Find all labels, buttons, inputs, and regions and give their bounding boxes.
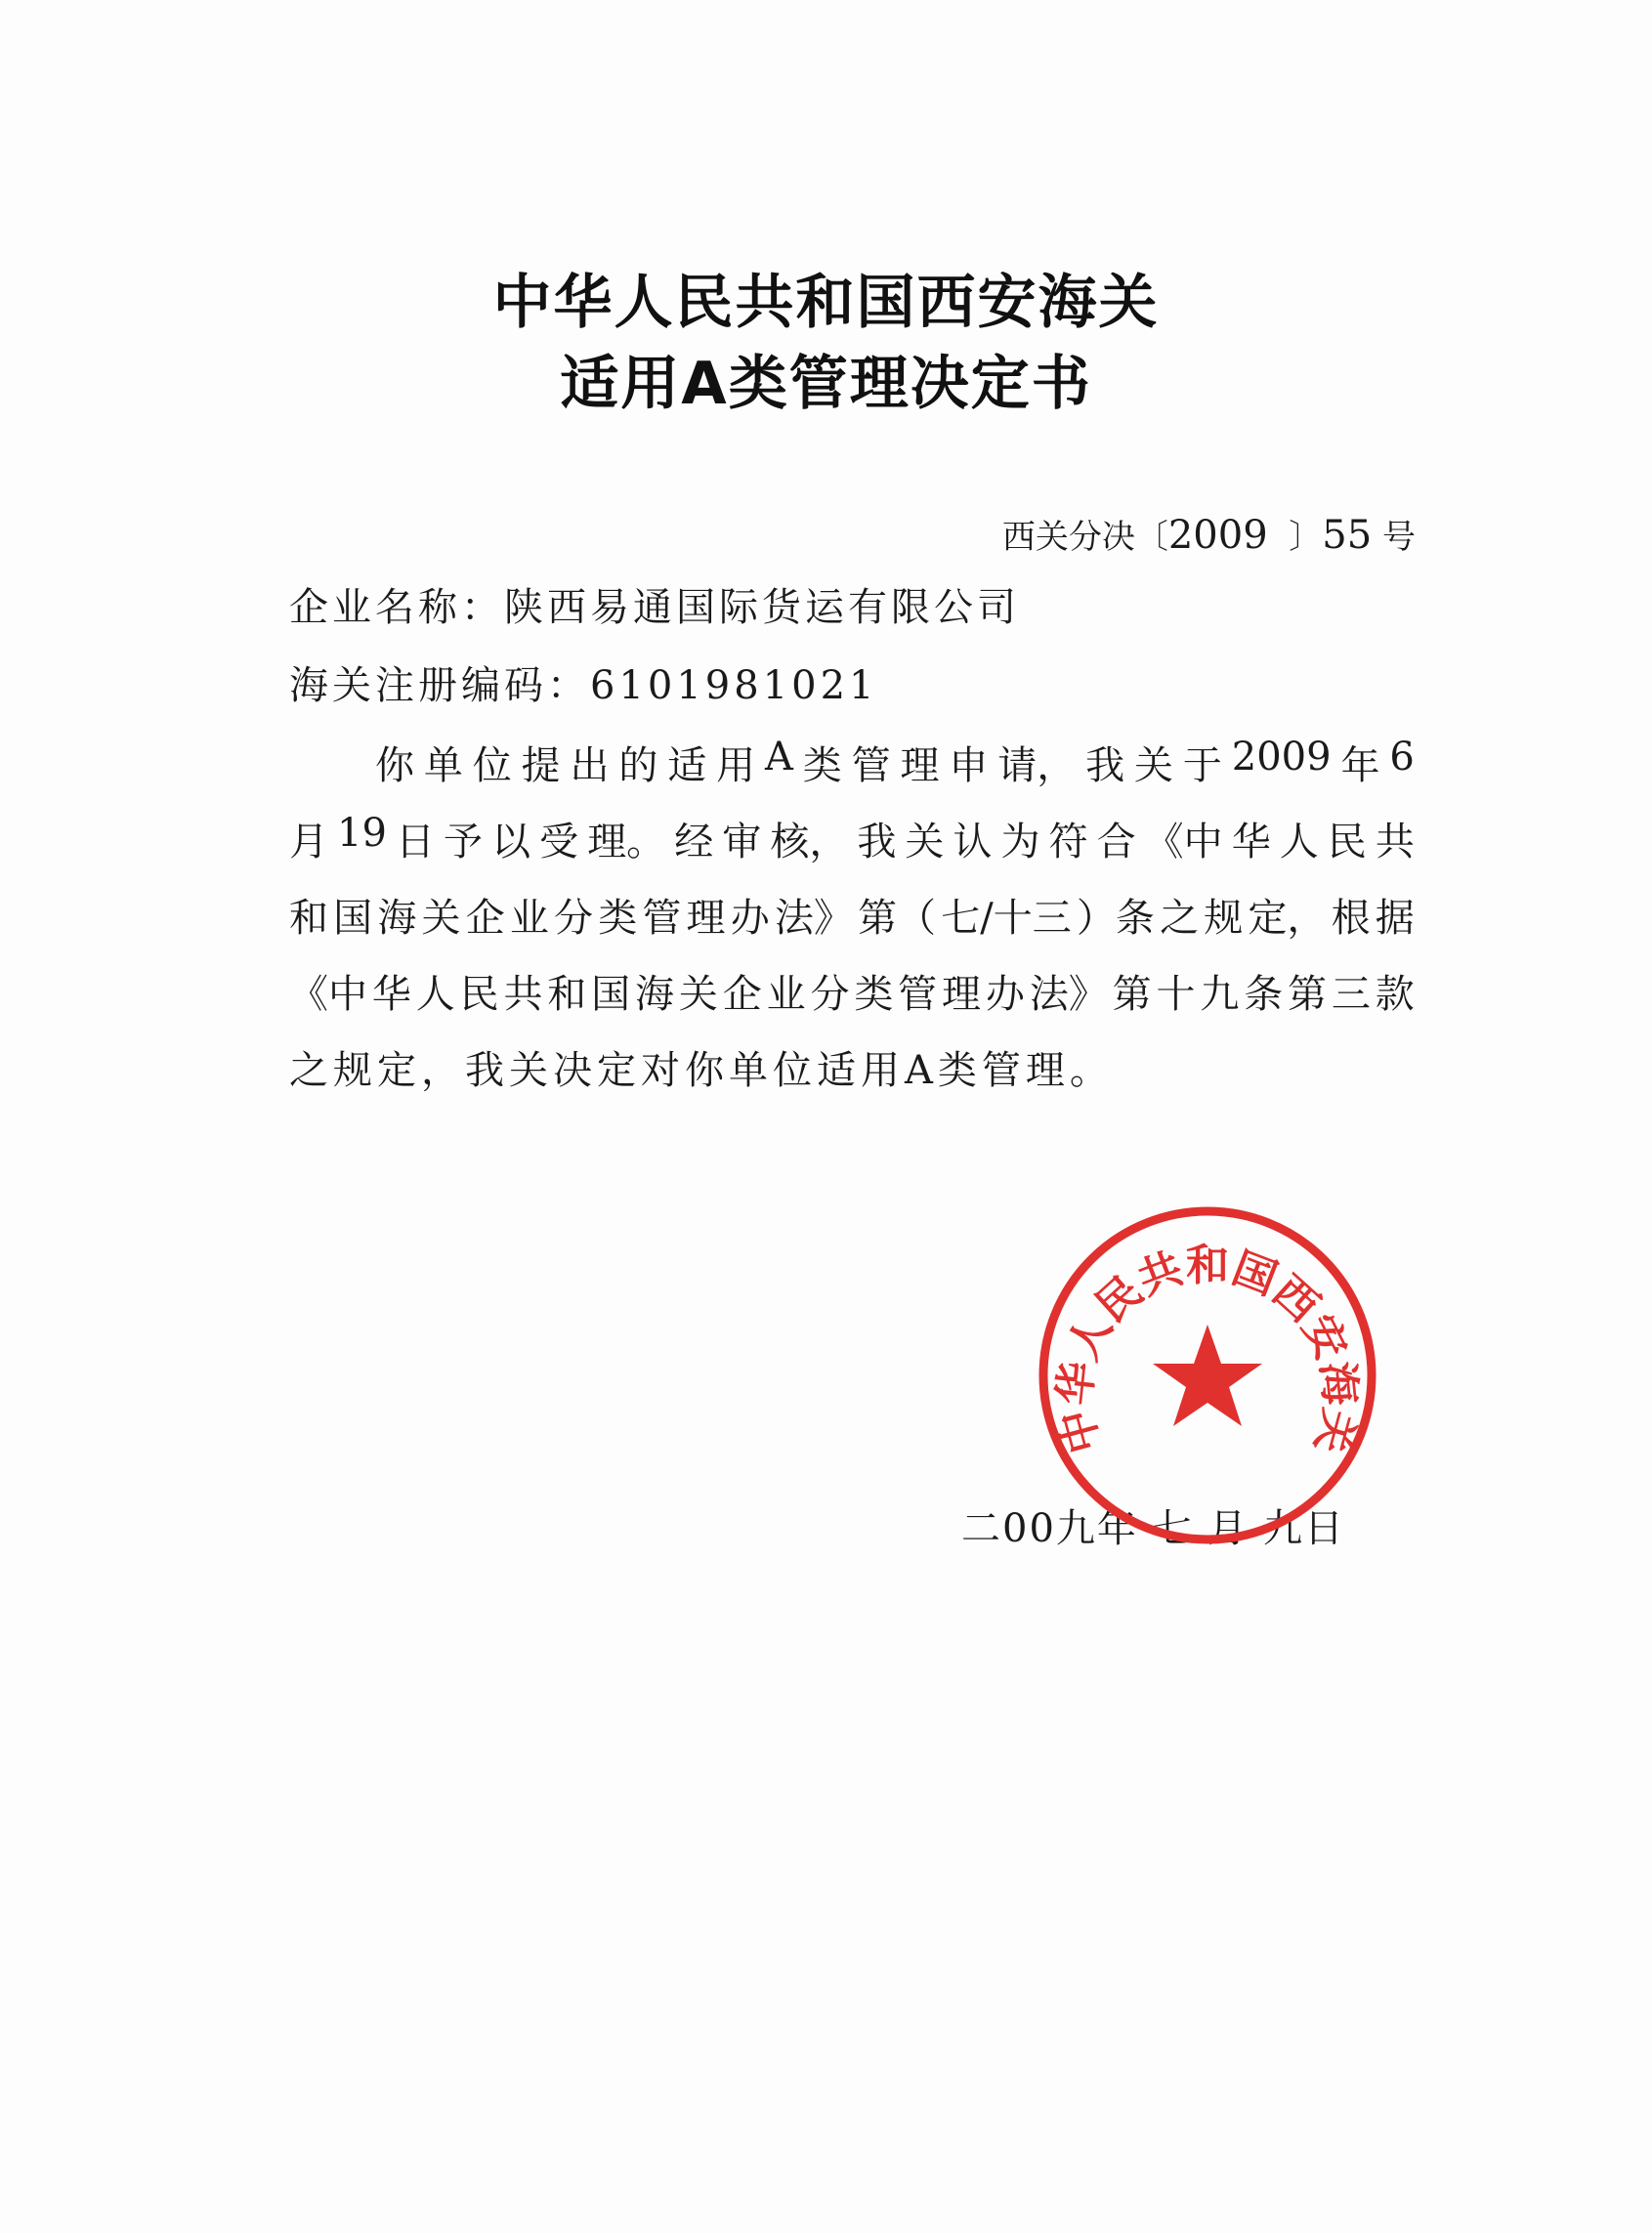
official-seal [1032, 1200, 1383, 1551]
body-token: 的 [618, 743, 658, 788]
body-token: 出 [570, 743, 610, 788]
body-token: 申 [949, 743, 989, 788]
doc-number-year: 2009 [1167, 513, 1268, 558]
body-token: 之 [1160, 896, 1200, 941]
body-token: 你 [375, 743, 414, 788]
body-token: 6 [1389, 735, 1415, 779]
body-paragraph-line [289, 811, 1415, 866]
body-token: 第 [1112, 972, 1152, 1017]
body-token: 我 [1085, 743, 1125, 788]
body-token: 理 [942, 972, 982, 1017]
body-token: 位 [472, 743, 512, 788]
body-token: 分 [554, 896, 594, 941]
body-token: 国 [591, 972, 631, 1017]
body-token: 经 [674, 820, 714, 864]
company-name-value: 陕西易通国际货运有限公司 [504, 585, 1020, 630]
body-token: 管 [642, 896, 682, 941]
body-token: 管 [851, 743, 891, 788]
body-token: 七/十三 [941, 896, 1072, 941]
body-token: 提 [521, 743, 561, 788]
body-token: 法》 [1029, 972, 1108, 1017]
customs-code-field [289, 654, 878, 710]
body-token: 类 [802, 743, 842, 788]
document-number [1002, 510, 1416, 558]
body-token: 理 [686, 896, 726, 941]
body-token: 企 [465, 896, 505, 941]
body-token: 类 [854, 972, 894, 1017]
body-token: 根 [1331, 896, 1371, 941]
body-paragraph-last-line: 之规定，我关决定对你单位适用A类管理。 [289, 1048, 1114, 1093]
body-token: 分 [810, 972, 850, 1017]
body-token: 单 [423, 743, 463, 788]
document-title-line1: 中华人民共和国西安海关 [492, 269, 1160, 337]
body-token: 华 [1231, 820, 1271, 864]
body-token: 据 [1375, 896, 1415, 941]
body-token: 19 [337, 811, 387, 856]
body-token: 企 [722, 972, 762, 1017]
body-token: 理。 [587, 820, 666, 864]
seal-star-icon [1153, 1325, 1262, 1426]
body-token: 于 [1182, 743, 1222, 788]
body-token: 《中 [1144, 820, 1223, 864]
body-token: 十 [1156, 972, 1196, 1017]
body-paragraph-line [289, 963, 1415, 1019]
body-token: 理 [900, 743, 940, 788]
body-token: 共 [1375, 820, 1415, 864]
body-token: 华 [371, 972, 411, 1017]
body-token: 《中 [289, 972, 367, 1017]
body-paragraph-line [289, 887, 1415, 943]
body-token: 业 [766, 972, 806, 1017]
document-title-line2: 适用A类管理决定书 [560, 350, 1092, 418]
doc-number-suffix: 号 [1382, 518, 1416, 557]
body-token: 海 [377, 896, 417, 941]
body-token: 关 [678, 972, 718, 1017]
body-token: 请， [997, 743, 1077, 788]
customs-code-label: 海关注册编码： [289, 663, 590, 708]
body-token: 受 [539, 820, 579, 864]
body-token: 九 [1200, 972, 1240, 1017]
body-token: 定， [1248, 896, 1327, 941]
body-token: 第（ [858, 896, 937, 941]
body-token: 第 [1288, 972, 1328, 1017]
body-token: 海 [635, 972, 675, 1017]
body-token: A [765, 735, 793, 779]
body-token: 审 [722, 820, 762, 864]
body-token: ）条 [1076, 896, 1155, 941]
body-token: 适 [667, 743, 707, 788]
body-token: 业 [509, 896, 549, 941]
seal-text: 中华人民共和国西安海关 [1049, 1241, 1366, 1459]
body-token: 我 [857, 820, 897, 864]
body-token: 法》 [774, 896, 853, 941]
body-token: 合 [1096, 820, 1136, 864]
body-token: 关 [1134, 743, 1174, 788]
body-token: 类 [598, 896, 638, 941]
body-token: 民 [459, 972, 499, 1017]
body-token: 和 [289, 896, 328, 941]
body-token: 关 [421, 896, 461, 941]
body-token: 规 [1204, 896, 1244, 941]
customs-code-value: 6101981021 [590, 663, 878, 708]
body-token: 国 [333, 896, 373, 941]
body-token: 日 [396, 820, 435, 864]
body-token: 予 [444, 820, 484, 864]
body-token: 三 [1331, 972, 1371, 1017]
doc-number-bracket: 〕 [1289, 518, 1323, 557]
issue-date: 二00九年 七 月 九日 [961, 1506, 1346, 1551]
body-token: 年 [1340, 743, 1380, 788]
body-token: 以 [491, 820, 531, 864]
body-token: 办 [985, 972, 1025, 1017]
body-token: 条 [1244, 972, 1284, 1017]
body-token: 款 [1375, 972, 1415, 1017]
body-paragraph-line [375, 735, 1415, 790]
body-token: 关 [905, 820, 945, 864]
body-token: 办 [730, 896, 770, 941]
body-token: 为 [1000, 820, 1040, 864]
doc-number-value: 55 [1322, 513, 1373, 558]
body-token: 人 [1279, 820, 1319, 864]
company-name-field [289, 576, 1020, 632]
body-token: 2009 [1231, 735, 1332, 779]
body-token: 共 [503, 972, 543, 1017]
body-token: 符 [1048, 820, 1088, 864]
body-token: 和 [547, 972, 587, 1017]
company-name-label: 企业名称： [289, 585, 504, 630]
body-token: 民 [1327, 820, 1367, 864]
body-token: 核， [770, 820, 849, 864]
body-token: 月 [289, 820, 328, 864]
body-token: 用 [716, 743, 756, 788]
body-token: 认 [953, 820, 993, 864]
doc-number-prefix: 西关分决〔 [1001, 518, 1168, 557]
body-token: 人 [415, 972, 455, 1017]
body-token: 管 [898, 972, 938, 1017]
